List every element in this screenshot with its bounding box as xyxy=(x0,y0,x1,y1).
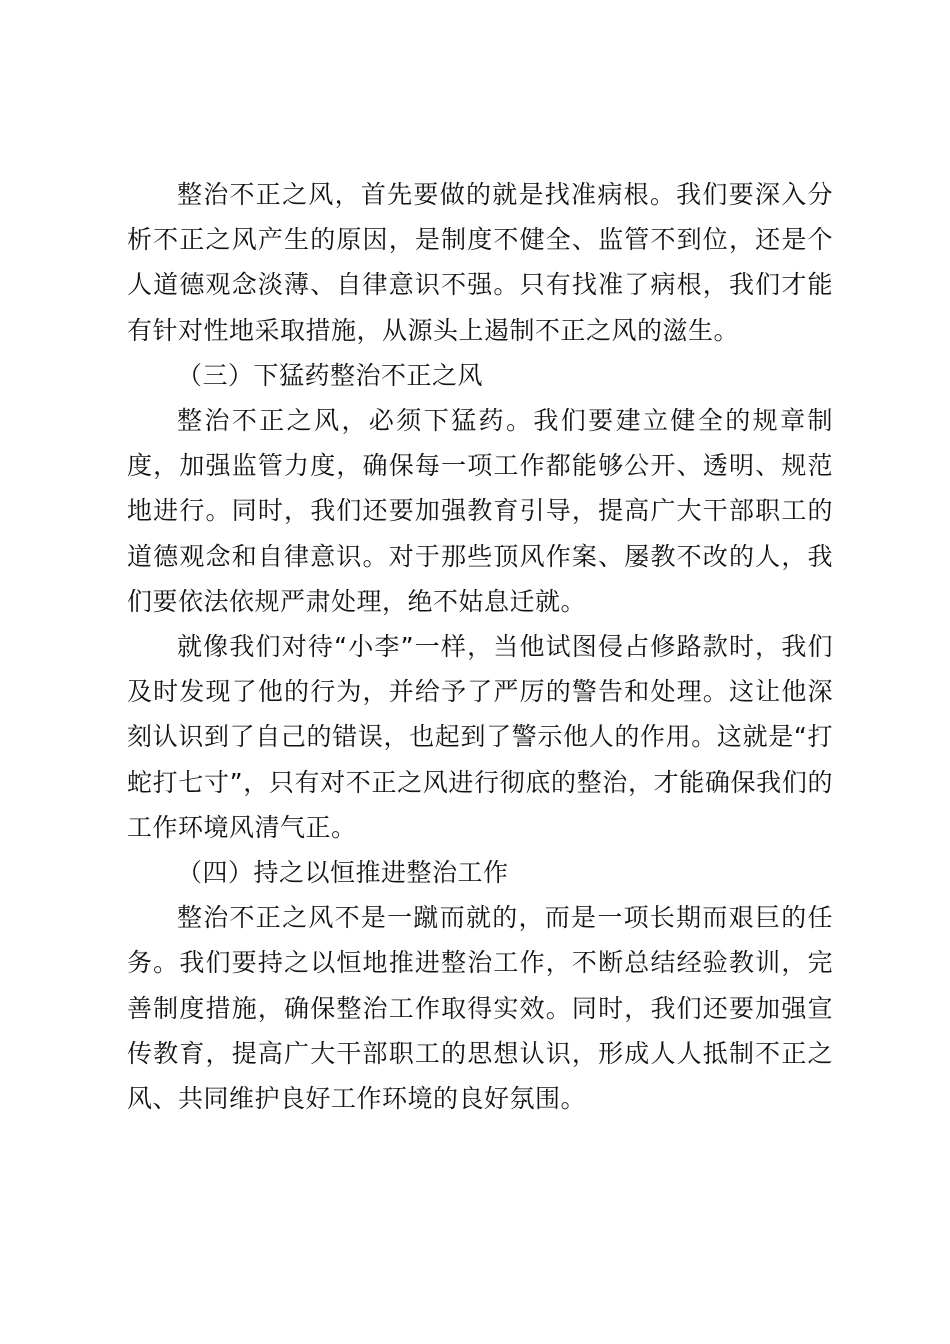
body-paragraph: 整治不正之风，必须下猛药。我们要建立健全的规章制度，加强监管力度，确保每一项工作都能够公开、透明、规范地进行。同时，我们还要加强教育引导，提高广大干部职工的道德观念和自律意识。对于那些顶风作案、屡教不改的人，我们要依法依规严肃处理，绝不姑息迁就。 xyxy=(127,406,833,616)
section-heading: （三）下猛药整治不正之风 xyxy=(177,360,484,390)
document-body xyxy=(127,172,833,1121)
body-paragraph: 就像我们对待“小李”一样，当他试图侵占修路款时，我们及时发现了他的行为，并给予了严厉的警告和处理。这让他深刻认识到了自己的错误，也起到了警示他人的作用。这就是“打蛇打七寸”，只有对不正之风进行彻底的整治，才能确保我们的工作环境风清气正。 xyxy=(127,632,833,842)
section-heading: （四）持之以恒推进整治工作 xyxy=(177,858,509,888)
body-paragraph: 整治不正之风，首先要做的就是找准病根。我们要深入分析不正之风产生的原因，是制度不健全、监管不到位，还是个人道德观念淡薄、自律意识不强。只有找准了病根，我们才能有针对性地采取措施，从源头上遏制不正之风的滋生。 xyxy=(127,180,833,345)
body-paragraph: 整治不正之风不是一蹴而就的，而是一项长期而艰巨的任务。我们要持之以恒地推进整治工作，不断总结经验教训，完善制度措施，确保整治工作取得实效。同时，我们还要加强宣传教育，提高广大干部职工的思想认识，形成人人抵制不正之风、共同维护良好工作环境的良好氛围。 xyxy=(127,903,833,1114)
